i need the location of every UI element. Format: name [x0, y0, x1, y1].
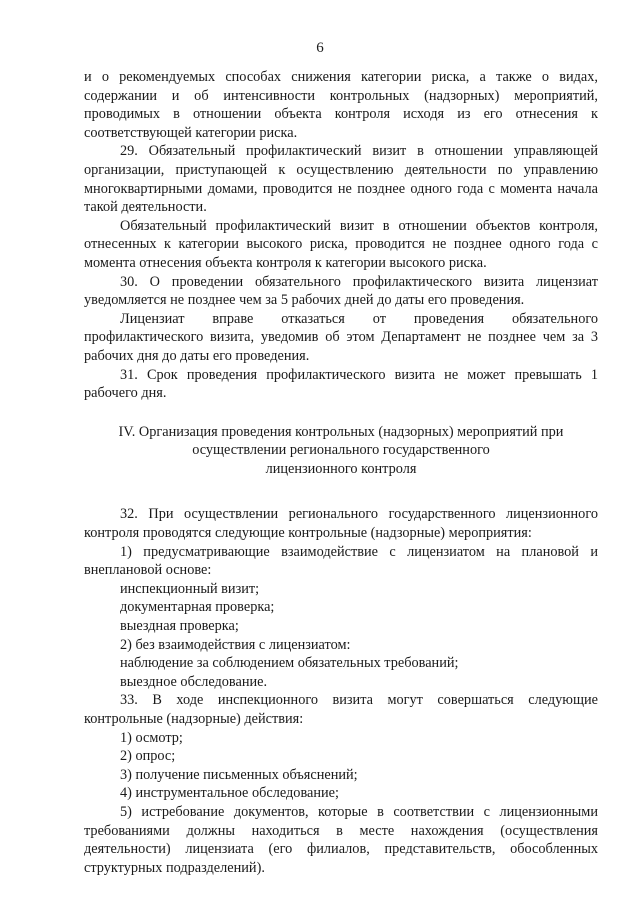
paragraph-intro: и о рекомендуемых способах снижения категории риска, а также о видах, содержании и об интенсивности контрольных (надзорных) мероприятий, проводимых в отношении объекта контроля исходя из его отнесения к соответствующей категории риска. — [84, 69, 598, 141]
paragraph-32-1: 1) предусматривающие взаимодействие с лицензиатом на плановой и внеплановой основе: — [84, 543, 598, 579]
list-item-written-explanations: 3) получение письменных объяснений; — [120, 766, 358, 783]
section-heading-line-3: лицензионного контроля — [265, 460, 417, 477]
list-item-documentary-check: документарная проверка; — [120, 599, 275, 616]
page-number: 6 — [316, 40, 324, 56]
list-item-observation: наблюдение за соблюдением обязательных требований; — [120, 655, 459, 672]
section-heading-line-2: осуществлении регионального государственного — [192, 442, 490, 459]
paragraph-31: 31. Срок проведения профилактического визита не может превышать 1 рабочего дня. — [84, 366, 598, 402]
paragraph-32: 32. При осуществлении регионального государственного лицензионного контроля проводятся следующие контрольные (надзорные) мероприятия: — [84, 506, 598, 542]
list-item-inspection-visit: инспекционный визит; — [120, 580, 260, 597]
list-item-onsite-check: выездная проверка; — [120, 618, 239, 635]
paragraph-30-second: Лицензиат вправе отказаться от проведения обязательного профилактического визита, уведомив об этом Департамент не позднее чем за 3 рабочих дня до даты его проведения. — [84, 310, 598, 364]
section-heading — [84, 423, 598, 479]
paragraph-32-2: 2) без взаимодействия с лицензиатом: — [120, 636, 351, 653]
list-item-onsite-survey: выездное обследование. — [120, 673, 268, 690]
paragraph-33: 33. В ходе инспекционного визита могут совершаться следующие контрольные (надзорные) действия: — [84, 692, 598, 727]
paragraph-30: 30. О проведении обязательного профилактического визита лицензиат уведомляется не позднее чем за 5 рабочих дней до даты его проведения. — [84, 273, 598, 309]
list-item-instrumental-survey: 4) инструментальное обследование; — [120, 785, 339, 802]
document-body — [84, 68, 598, 877]
list-item-survey: 2) опрос; — [120, 748, 176, 765]
section-heading-line-1: IV. Организация проведения контрольных (надзорных) мероприятий при — [118, 423, 564, 440]
paragraph-29-second: Обязательный профилактический визит в отношении объектов контроля, отнесенных к категории высокого риска, проводится не позднее одного года с момента отнесения объекта контроля к категории высокого риска. — [84, 217, 598, 271]
paragraph-29: 29. Обязательный профилактический визит в отношении управляющей организации, приступающей к осуществлению деятельности по управлению многоквартирными домами, проводится не позднее одного года с момента начала такой деятельности. — [84, 143, 598, 216]
list-item-inspection: 1) осмотр; — [120, 729, 183, 746]
paragraph-33-5: 5) истребование документов, которые в соответствии с лицензионными требованиями должны находиться в месте нахождения (осуществления деятельности) лицензиата (его филиалов, представительств, обособленных структурных подразделений). — [84, 803, 598, 876]
